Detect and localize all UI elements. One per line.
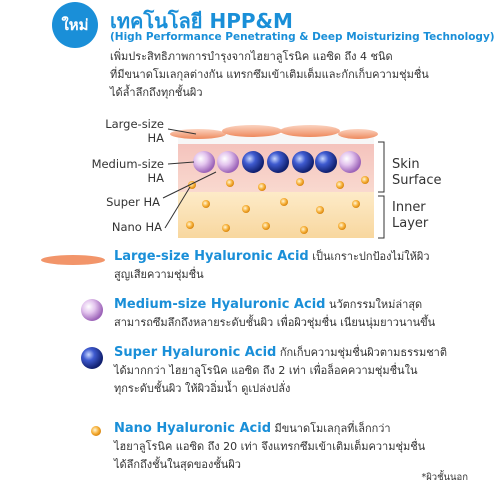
super-ha-icon — [80, 346, 104, 370]
legend-desc: ทุกระดับชั้นผิว ให้ผิวอิ่มน้ำ ดูเปล่งปลั่ง — [114, 382, 291, 395]
legend-desc: เป็นเกราะปกป้องไม่ให้ผิว — [312, 250, 430, 263]
legend-name: Nano Hyaluronic Acid — [114, 421, 272, 436]
legend-desc: ได้ลึกถึงชั้นในสุดของชั้นผิว — [114, 458, 241, 471]
intro-line: เพิ่มประสิทธิภาพการบำรุงจากไฮยาลูโรนิค แอซิด ถึง 4 ชนิด — [110, 50, 393, 63]
large-ha-icon — [40, 254, 106, 266]
medium-ha-label: Medium-size HA — [91, 157, 164, 185]
intro-text — [110, 48, 470, 102]
page-title: เทคโนโลยี HPP&M — [110, 9, 293, 33]
legend-name: Super Hyaluronic Acid — [114, 345, 277, 360]
legend-name: Large-size Hyaluronic Acid — [114, 249, 309, 264]
inner-skin-layer — [178, 192, 374, 238]
intro-line: ที่มีขนาดโมเลกุลต่างกัน แทรกซึมเข้าเติมเต็มและกักเก็บความชุ่มชื่น — [110, 68, 429, 81]
legend-desc: กักเก็บความชุ่มชื่นผิวตามธรรมชาติ — [279, 346, 447, 359]
super-ha-label: Super HA — [106, 195, 160, 209]
layer-brackets — [378, 142, 384, 238]
intro-line: ได้ล้ำลึกถึงทุกชั้นผิว — [110, 86, 203, 99]
inner-layer-label: Inner Layer — [392, 200, 429, 231]
legend-desc: ไฮยาลูโรนิค แอซิด ถึง 20 เท่า จึงแทรกซึมเข้าเติมเต็มความชุ่มชื่น — [114, 440, 426, 453]
medium-ha-icon — [80, 298, 104, 322]
nano-ha-label: Nano HA — [111, 220, 162, 234]
new-badge: ใหม่ — [52, 2, 98, 48]
nano-ha-icon — [90, 425, 102, 437]
footnote: *ผิวชั้นนอก — [421, 472, 468, 483]
legend-name: Medium-size Hyaluronic Acid — [114, 297, 326, 312]
page-subtitle: (High Performance Penetrating & Deep Moisturizing Technology) — [110, 31, 495, 43]
legend-desc: นวัตกรรมใหม่ล่าสุด — [328, 298, 423, 311]
legend-desc: สูญเสียความชุ่มชื่น — [114, 268, 204, 281]
legend-desc: ได้มากกว่า ไฮยาลูโรนิค แอซิด ถึง 2 เท่า เพื่อล็อคความชุ่มชื่นใน — [114, 364, 418, 377]
legend-desc: สามารถซึมลึกถึงหลายระดับชั้นผิว เพื่อผิวชุ่มชื่น เนียนนุ่มยาวนานขึ้น — [114, 316, 436, 329]
large-ha-label: Large-size HA — [105, 117, 164, 145]
skin-surface-label: Skin Surface — [392, 157, 442, 188]
legend-desc: มีขนาดโมเลกุลที่เล็กกว่า — [274, 422, 391, 435]
